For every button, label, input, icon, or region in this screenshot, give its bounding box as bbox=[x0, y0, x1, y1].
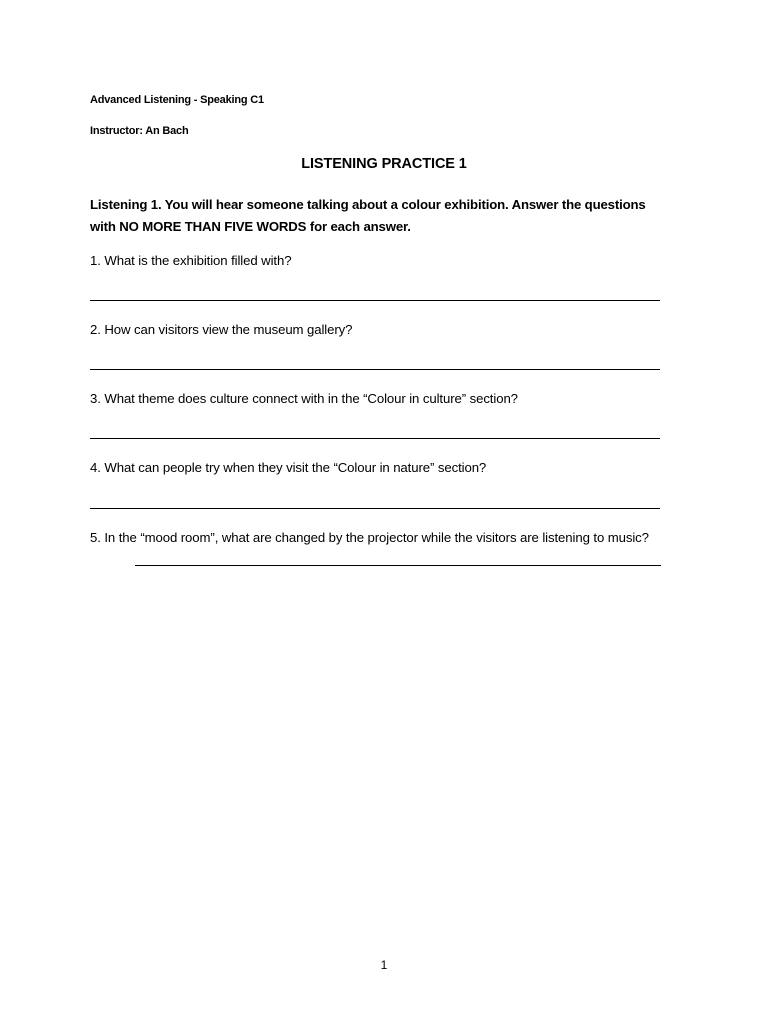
question-3: 3. What theme does culture connect with in the “Colour in culture” section? bbox=[90, 391, 518, 406]
page-title: LISTENING PRACTICE 1 bbox=[301, 156, 467, 172]
question-2: 2. How can visitors view the museum gallery? bbox=[90, 322, 353, 337]
course-name: Advanced Listening - Speaking C1 bbox=[90, 94, 264, 106]
question-5: 5. In the “mood room”, what are changed by the projector while the visitors are listening to music? bbox=[90, 530, 649, 545]
answer-line-5 bbox=[135, 565, 661, 566]
answer-line-3 bbox=[90, 438, 660, 439]
answer-line-2 bbox=[90, 369, 660, 370]
question-4: 4. What can people try when they visit the “Colour in nature” section? bbox=[90, 460, 487, 475]
answer-line-1 bbox=[90, 300, 660, 301]
instructions-text: Listening 1. You will hear someone talking about a colour exhibition. Answer the questions with NO MORE THAN FIVE WORDS for each answer. bbox=[90, 197, 646, 234]
page-number: 1 bbox=[380, 958, 388, 972]
instructor-name: Instructor: An Bach bbox=[90, 125, 189, 137]
question-1: 1. What is the exhibition filled with? bbox=[90, 253, 292, 268]
answer-line-4 bbox=[90, 508, 660, 509]
